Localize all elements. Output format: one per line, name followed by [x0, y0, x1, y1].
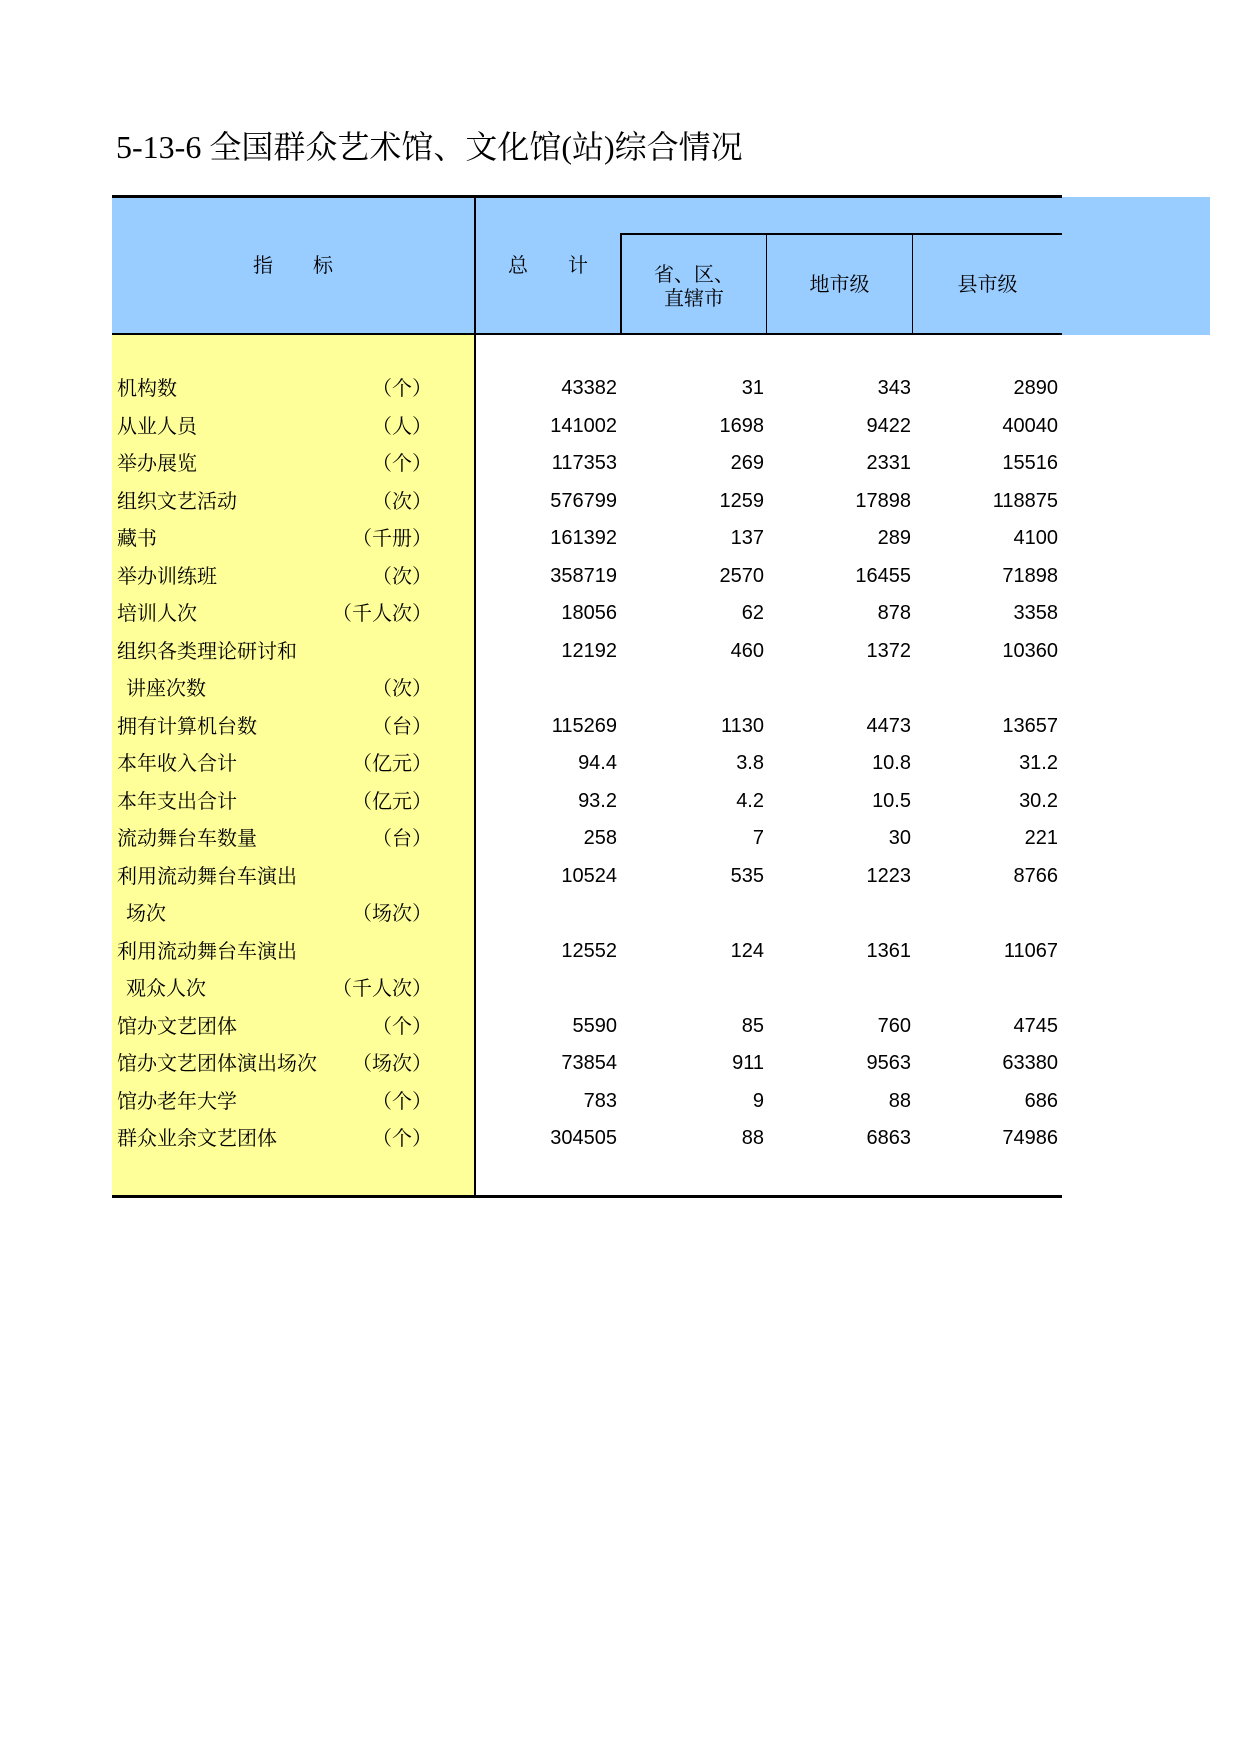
header-indicator: 指 标	[253, 253, 333, 277]
cell-total: 12552	[561, 939, 617, 962]
table-row	[112, 1083, 1062, 1121]
cell-prefecture: 343	[877, 377, 911, 399]
cell-prefecture: 16455	[855, 564, 911, 587]
cell-county: 221	[1024, 827, 1058, 849]
row-unit: （个）	[372, 451, 432, 475]
cell-total: 94.4	[578, 752, 617, 774]
cell-provincial: 31	[741, 377, 764, 399]
cell-total: 161392	[550, 527, 617, 549]
cell-total: 73854	[561, 1052, 617, 1074]
cell-provincial: 88	[741, 1127, 764, 1149]
table-row	[112, 895, 1062, 933]
row-unit: （人）	[372, 413, 432, 438]
cell-prefecture: 30	[888, 827, 911, 849]
table-row	[112, 820, 1062, 858]
table-row	[112, 370, 1062, 408]
row-unit: （场次）	[352, 1051, 432, 1075]
table-row	[112, 1120, 1062, 1158]
row-unit: （个）	[372, 1013, 432, 1038]
cell-prefecture: 1372	[866, 639, 911, 662]
cell-provincial: 9	[752, 1089, 764, 1112]
cell-county: 15516	[1002, 452, 1058, 474]
cell-total: 304505	[550, 1127, 617, 1149]
cell-county: 2890	[1013, 377, 1058, 399]
table-row	[112, 483, 1062, 521]
cell-provincial: 137	[730, 527, 764, 549]
cell-total: 43382	[561, 377, 617, 399]
row-unit: （个）	[372, 1088, 432, 1113]
cell-provincial: 85	[741, 1014, 764, 1037]
header-provincial	[622, 262, 766, 310]
header-prefecture: 地市级	[809, 272, 870, 296]
row-unit: （千人次）	[332, 976, 432, 1000]
header-county: 县市级	[957, 272, 1018, 296]
cell-provincial: 7	[752, 827, 764, 849]
table-row	[112, 1045, 1062, 1083]
page-title: 5-13-6 全国群众艺术馆、文化馆(站)综合情况	[116, 129, 743, 165]
cell-total: 358719	[550, 564, 617, 587]
row-unit: （个）	[372, 1126, 432, 1150]
cell-provincial: 4.2	[736, 789, 764, 812]
cell-provincial: 62	[741, 602, 764, 624]
row-label: 藏书	[117, 526, 157, 550]
row-label: 拥有计算机台数	[117, 713, 257, 738]
cell-county: 8766	[1013, 864, 1058, 887]
cell-prefecture: 10.8	[872, 752, 911, 774]
table-row	[112, 595, 1062, 633]
cell-county: 686	[1024, 1089, 1058, 1112]
row-label: 流动舞台车数量	[117, 826, 257, 850]
cell-prefecture: 6863	[866, 1127, 911, 1149]
cell-county: 31.2	[1019, 752, 1058, 774]
row-unit: （亿元）	[352, 788, 432, 813]
cell-prefecture: 17898	[855, 489, 911, 512]
row-label: 举办训练班	[117, 563, 217, 588]
row-unit: （次）	[372, 563, 432, 588]
row-label: 从业人员	[117, 413, 197, 438]
row-label: 利用流动舞台车演出	[117, 938, 297, 963]
row-label: 利用流动舞台车演出	[117, 863, 297, 888]
row-unit: （次）	[372, 488, 432, 513]
cell-provincial: 2570	[719, 564, 764, 587]
row-label: 组织文艺活动	[117, 488, 237, 513]
row-label: 场次	[126, 901, 166, 925]
row-label: 馆办老年大学	[117, 1088, 237, 1113]
row-label: 组织各类理论研讨和	[117, 638, 297, 663]
cell-prefecture: 88	[888, 1089, 911, 1112]
table-row	[112, 558, 1062, 596]
row-label: 群众业余文艺团体	[117, 1126, 277, 1150]
cell-provincial: 3.8	[736, 752, 764, 774]
cell-total: 576799	[550, 489, 617, 512]
cell-prefecture: 760	[877, 1014, 911, 1037]
cell-prefecture: 1223	[866, 864, 911, 887]
cell-county: 40040	[1002, 414, 1058, 437]
row-label: 培训人次	[117, 601, 197, 625]
cell-provincial: 1698	[719, 414, 764, 437]
table-row	[112, 708, 1062, 746]
cell-provincial: 1259	[719, 489, 764, 512]
cell-county: 4745	[1013, 1014, 1058, 1037]
cell-prefecture: 9563	[866, 1052, 911, 1074]
cell-county: 3358	[1013, 602, 1058, 624]
row-unit: （千人次）	[332, 601, 432, 625]
cell-county: 13657	[1002, 714, 1058, 737]
cell-county: 10360	[1002, 639, 1058, 662]
row-label: 馆办文艺团体演出场次	[117, 1051, 317, 1075]
table-row	[112, 520, 1062, 558]
cell-prefecture: 289	[877, 527, 911, 549]
row-label: 本年收入合计	[117, 751, 237, 775]
table-row	[112, 633, 1062, 671]
cell-prefecture: 10.5	[872, 789, 911, 812]
header-bottom-rule	[112, 333, 1062, 335]
cell-prefecture: 2331	[866, 452, 911, 474]
cell-total: 783	[583, 1089, 617, 1112]
row-unit: （千册）	[352, 526, 432, 550]
cell-total: 117353	[551, 452, 617, 474]
cell-prefecture: 9422	[866, 414, 911, 437]
table-row	[112, 933, 1062, 971]
cell-total: 141002	[550, 414, 617, 437]
cell-county: 63380	[1002, 1052, 1058, 1074]
cell-provincial: 460	[730, 639, 764, 662]
row-unit: （场次）	[352, 901, 432, 925]
cell-total: 258	[583, 827, 617, 849]
table-row	[112, 1008, 1062, 1046]
row-label: 举办展览	[117, 451, 197, 475]
subheader-rule	[620, 233, 1062, 235]
cell-county: 71898	[1002, 564, 1058, 587]
cell-county: 30.2	[1019, 789, 1058, 812]
table-row	[112, 670, 1062, 708]
table-top-rule	[112, 195, 1062, 198]
row-label: 本年支出合计	[117, 788, 237, 813]
table-row	[112, 445, 1062, 483]
cell-total: 93.2	[578, 789, 617, 812]
cell-prefecture: 1361	[866, 939, 911, 962]
cell-total: 5590	[572, 1014, 617, 1037]
cell-county: 74986	[1002, 1127, 1058, 1149]
cell-provincial: 124	[730, 939, 764, 962]
cell-provincial: 911	[732, 1052, 764, 1074]
header-total: 总 计	[508, 253, 588, 277]
header-provincial-line2: 直辖市	[664, 286, 724, 310]
table-row	[112, 783, 1062, 821]
table-row	[112, 970, 1062, 1008]
cell-provincial: 1130	[720, 714, 764, 737]
cell-prefecture: 878	[877, 602, 911, 624]
row-unit: （亿元）	[352, 751, 432, 775]
cell-county: 118875	[992, 489, 1058, 512]
row-unit: （台）	[372, 826, 432, 850]
row-unit: （个）	[372, 376, 432, 400]
row-label: 馆办文艺团体	[117, 1013, 237, 1038]
table-row	[112, 858, 1062, 896]
cell-county: 11067	[1003, 939, 1058, 962]
cell-prefecture: 4473	[866, 714, 911, 737]
cell-provincial: 535	[730, 864, 764, 887]
row-label: 机构数	[117, 376, 177, 400]
cell-total: 12192	[561, 639, 617, 662]
cell-provincial: 269	[730, 452, 764, 474]
table-row	[112, 745, 1062, 783]
table-row	[112, 408, 1062, 446]
cell-total: 10524	[561, 864, 617, 887]
row-unit: （台）	[372, 713, 432, 738]
row-label: 观众人次	[126, 976, 206, 1000]
cell-total: 18056	[561, 602, 617, 624]
cell-county: 4100	[1013, 527, 1058, 549]
row-unit: （次）	[372, 676, 432, 700]
row-label: 讲座次数	[126, 676, 206, 700]
cell-total: 115269	[551, 714, 617, 737]
header-provincial-line1: 省、区、	[654, 262, 734, 286]
table-bottom-rule	[112, 1195, 1062, 1198]
